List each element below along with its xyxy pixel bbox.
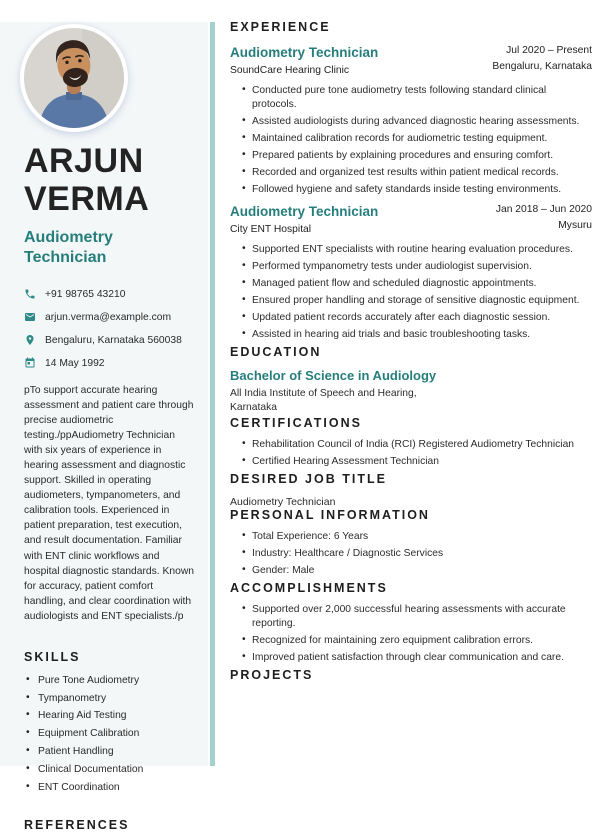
job-location: Bengaluru, Karnataka [492,61,592,72]
certification-item: • Certified Hearing Assessment Technician [242,455,592,469]
job-title: Audiometry Technician [230,45,379,60]
education-heading: EDUCATION [230,345,322,360]
job-bullet: • Conducted pure tone audiometry tests following standard clinical protocols. [242,84,592,111]
job-bullet-list [242,84,592,197]
candidate-title-line2: Technician [24,249,107,267]
skill-item: • ENT Coordination [26,781,192,794]
job-bullet: • Performed tympanometry tests under audiologist supervision. [242,260,592,274]
skill-item: • Pure Tone Audiometry [26,674,192,687]
candidate-name-line2: VERMA [24,180,150,219]
email-icon [24,311,36,323]
skill-item: • Tympanometry [26,692,192,705]
job-bullet: • Recorded and organized test results within patient medical records. [242,166,592,180]
profile-photo [20,24,128,132]
skill-item: • Patient Handling [26,745,192,758]
contact-list [24,288,192,369]
education-degree: Bachelor of Science in Audiology [230,368,437,384]
personal-information-heading: PERSONAL INFORMATION [230,507,430,522]
job-right [496,204,592,231]
projects-heading: PROJECTS [230,668,314,683]
job-bullet: • Prepared patients by explaining procedures and ensuring comfort. [242,149,592,163]
certification-item: • Rehabilitation Council of India (RCI) Registered Audiometry Technician [242,438,592,452]
experience-entry [230,45,592,197]
references-heading: REFERENCES [24,818,130,832]
contact-email [24,311,192,323]
profile-summary: pTo support accurate hearing assessment and patient care through precise audiometric testing./ppAudiometry Technician with six years of experience in hearing assessment and diagnostic support. Skilled in operating audiometers, tympanometers, and calibration tools. Experienced in patient preparation, test execution, and result documentation. Familiar with ENT clinic workflows and hospital diagnostic standards. Known for accuracy, patient comfort handling, and clear coordination with audiologists and ENT specialists./p [24,385,195,622]
certifications-list [242,438,592,469]
phone-icon [24,288,36,300]
contact-location [24,334,192,346]
job-bullet: • Followed hygiene and safety standards inside testing environments. [242,183,592,197]
location-icon [24,334,36,346]
job-title: Audiometry Technician [230,203,379,219]
personal-information-list [242,530,592,578]
skill-item: • Equipment Calibration [26,727,192,740]
job-bullet: • Ensured proper handling and storage of sensitive diagnostic equipment. [242,294,592,308]
job-bullet: • Managed patient flow and scheduled diagnostic appointments. [242,277,592,291]
job-location: Mysuru [558,219,592,231]
calendar-icon [24,357,36,369]
job-header [230,45,592,76]
job-company: City ENT Hospital [230,223,312,235]
job-bullet: • Updated patient records accurately after each diagnostic session. [242,311,592,325]
birthdate-text: 14 May 1992 [45,357,105,369]
desired-job-title-heading: DESIRED JOB TITLE [230,471,387,486]
candidate-name [24,142,192,218]
experience-entry [230,204,592,342]
skill-item: • Hearing Aid Testing [26,709,192,722]
column-divider [210,22,215,766]
candidate-title-line1: Audiometry [24,229,113,247]
job-dates: Jul 2020 – Present [506,45,592,56]
skills-list [26,674,192,795]
job-bullet: • Supported ENT specialists with routine hearing evaluation procedures. [242,243,592,257]
contact-phone [24,288,192,300]
job-right [492,45,592,72]
certifications-heading: CERTIFICATIONS [230,415,362,430]
profile-photo-illustration [24,28,124,128]
job-bullet: • Assisted in hearing aid trials and basic troubleshooting tasks. [242,328,592,342]
job-bullet-list [242,243,592,342]
accomplishment-item: • Supported over 2,000 successful hearing assessments with accurate reporting. [242,603,592,630]
job-company: SoundCare Hearing Clinic [230,65,350,76]
email-address: arjun.verma@example.com [45,311,172,323]
job-left [230,45,378,76]
job-dates: Jan 2018 – Jun 2020 [495,203,592,215]
candidate-name-line1: ARJUN [24,142,144,180]
job-bullet: • Assisted audiologists during advanced diagnostic hearing assessments. [242,115,592,129]
skills-heading: SKILLS [24,649,81,664]
contact-birthdate [24,357,192,369]
main-column [230,20,592,682]
location-text: Bengaluru, Karnataka 560038 [45,334,182,346]
candidate-title [24,228,192,268]
accomplishments-list [242,603,592,664]
education-school-line1: All India Institute of Speech and Hearing, [230,388,417,400]
education-school [230,387,592,416]
accomplishment-item: • Improved patient satisfaction through clear communication and care. [242,651,592,665]
personal-info-item: • Industry: Healthcare / Diagnostic Services [242,547,592,561]
accomplishments-heading: ACCOMPLISHMENTS [230,581,388,596]
job-bullet: • Maintained calibration records for audiometric testing equipment. [242,132,592,146]
personal-info-item: • Gender: Male [242,564,592,578]
job-header [230,204,592,235]
personal-info-item: • Total Experience: 6 Years [242,530,592,544]
phone-number: +91 98765 43210 [45,288,126,300]
skill-item: • Clinical Documentation [26,763,192,776]
education-school-line2: Karnataka [230,402,277,414]
job-left [230,204,378,235]
experience-heading: EXPERIENCE [230,20,331,34]
desired-job-title-value: Audiometry Technician [230,495,336,508]
sidebar [0,22,208,832]
accomplishment-item: • Recognized for maintaining zero equipment calibration errors. [242,634,592,648]
